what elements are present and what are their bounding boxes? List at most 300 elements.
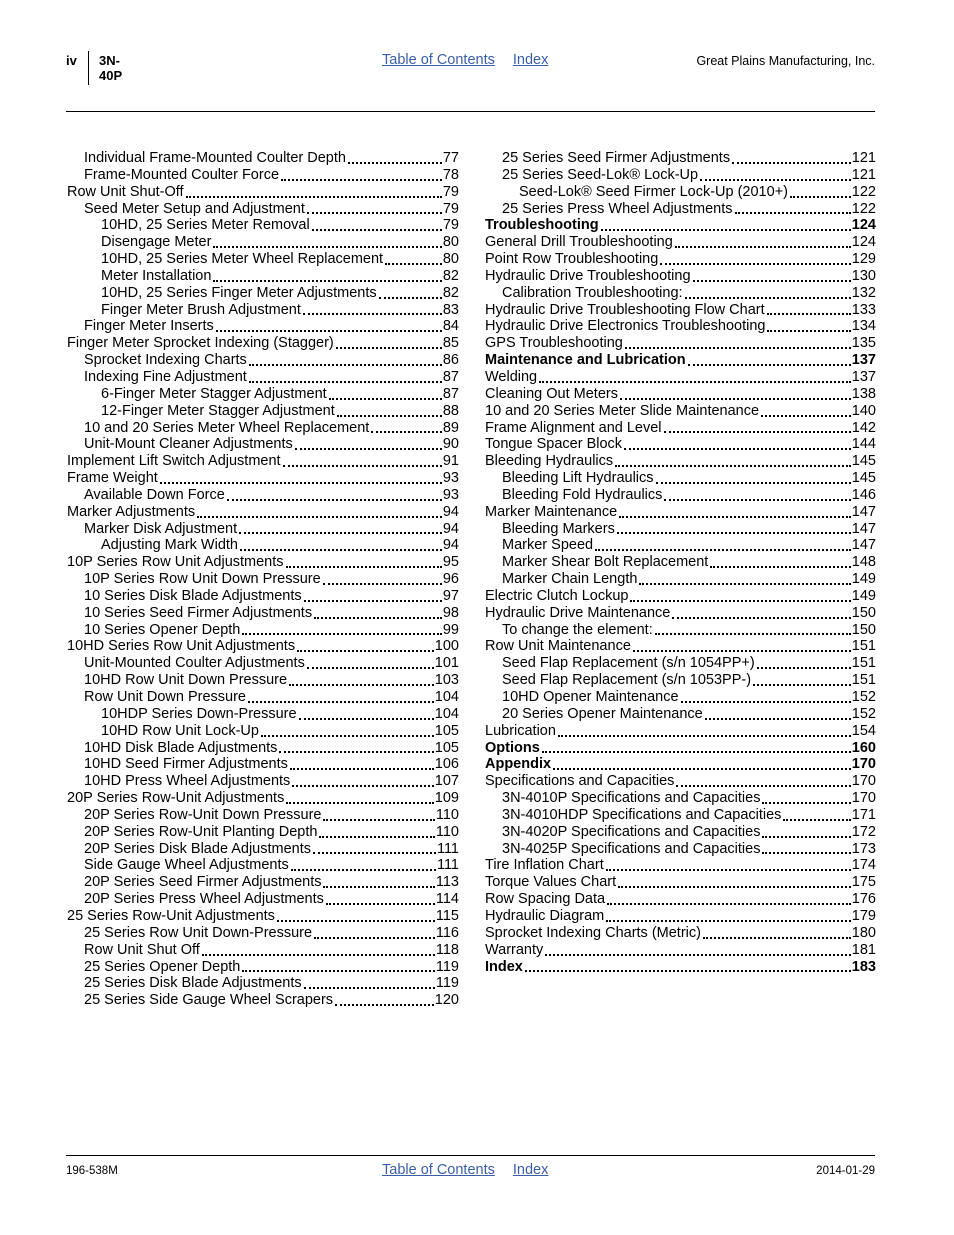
toc-entry-page: 122 bbox=[851, 200, 876, 217]
toc-entry-leader bbox=[595, 549, 851, 551]
toc-entry-page: 129 bbox=[851, 251, 876, 268]
toc-entry-title: Options bbox=[485, 739, 540, 756]
toc-entry-leader bbox=[348, 162, 442, 164]
toc-entry-leader bbox=[326, 903, 435, 905]
toc-entry[interactable] bbox=[67, 942, 459, 959]
toc-entry-page: 79 bbox=[442, 217, 459, 234]
toc-entry-leader bbox=[705, 718, 851, 720]
toc-entry-title: Warranty bbox=[485, 941, 544, 958]
toc-entry-page: 147 bbox=[851, 520, 876, 537]
toc-entry[interactable] bbox=[485, 655, 876, 672]
footer-toc-link[interactable]: Table of Contents bbox=[382, 1162, 495, 1178]
toc-entry-title: 10HD Disk Blade Adjustments bbox=[84, 739, 278, 756]
toc-entry[interactable] bbox=[67, 184, 459, 201]
toc-entry-leader bbox=[664, 431, 851, 433]
toc-entry-page: 110 bbox=[435, 823, 459, 840]
toc-entry-title: Seed Flap Replacement (s/n 1054PP+) bbox=[502, 655, 755, 672]
toc-entry-leader bbox=[283, 465, 442, 467]
toc-entry-leader bbox=[319, 836, 434, 838]
toc-entry-page: 83 bbox=[442, 301, 459, 318]
toc-entry-title: Implement Lift Switch Adjustment bbox=[67, 453, 281, 470]
toc-entry-title: Welding bbox=[485, 368, 538, 385]
toc-entry-title: Indexing Fine Adjustment bbox=[84, 368, 247, 385]
toc-entry-leader bbox=[213, 246, 441, 248]
toc-entry[interactable] bbox=[485, 874, 876, 891]
toc-entry[interactable] bbox=[485, 908, 876, 925]
toc-entry-title: 10P Series Row Unit Adjustments bbox=[67, 554, 284, 571]
toc-entry-page: 170 bbox=[851, 773, 876, 790]
toc-entry-title: Sprocket Indexing Charts (Metric) bbox=[485, 924, 701, 941]
toc-entry[interactable] bbox=[67, 217, 459, 234]
toc-entry[interactable] bbox=[67, 201, 459, 218]
toc-entry-leader bbox=[607, 903, 851, 905]
toc-entry[interactable] bbox=[67, 150, 459, 167]
toc-entry-title: 10P Series Row Unit Down Pressure bbox=[84, 571, 321, 588]
header-divider bbox=[88, 51, 89, 85]
toc-entry-leader bbox=[242, 970, 435, 972]
toc-entry-page: 90 bbox=[442, 436, 459, 453]
toc-entry-title: Frame-Mounted Coulter Force bbox=[84, 166, 280, 183]
toc-entry[interactable] bbox=[485, 622, 876, 639]
toc-entry[interactable] bbox=[485, 521, 876, 538]
toc-entry-leader bbox=[297, 650, 434, 652]
toc-entry-leader bbox=[688, 364, 851, 366]
toc-entry[interactable] bbox=[67, 352, 459, 369]
toc-entry[interactable] bbox=[485, 217, 876, 234]
toc-entry-leader bbox=[323, 819, 434, 821]
toc-entry-title: Hydraulic Drive Troubleshooting Flow Chart bbox=[485, 301, 765, 318]
toc-entry-title: Point Row Troubleshooting bbox=[485, 251, 659, 268]
toc-entry-title: Finger Meter Inserts bbox=[84, 318, 214, 335]
toc-entry-page: 146 bbox=[851, 486, 876, 503]
toc-entry[interactable] bbox=[67, 790, 459, 807]
toc-entry-page: 152 bbox=[851, 689, 876, 705]
toc-entry-leader bbox=[202, 954, 435, 956]
toc-entry[interactable] bbox=[485, 706, 876, 723]
toc-entry-page: 124 bbox=[851, 234, 876, 251]
toc-entry-title: 25 Series Seed Firmer Adjustments bbox=[502, 150, 731, 166]
toc-entry-page: 175 bbox=[851, 874, 876, 891]
toc-entry[interactable] bbox=[485, 689, 876, 706]
toc-entry[interactable] bbox=[67, 655, 459, 672]
toc-entry-page: 142 bbox=[851, 419, 876, 436]
toc-entry[interactable] bbox=[67, 318, 459, 335]
toc-entry-leader bbox=[618, 886, 851, 888]
toc-entry[interactable] bbox=[485, 925, 876, 942]
toc-entry[interactable] bbox=[67, 959, 459, 976]
toc-entry-title: Maintenance and Lubrication bbox=[485, 352, 686, 369]
toc-entry-title: 20P Series Disk Blade Adjustments bbox=[84, 840, 312, 857]
toc-entry-leader bbox=[656, 482, 851, 484]
toc-entry-page: 115 bbox=[435, 907, 459, 924]
toc-entry-leader bbox=[767, 330, 850, 332]
toc-entry[interactable] bbox=[67, 841, 459, 858]
toc-entry[interactable] bbox=[67, 504, 459, 521]
model-name: 3N-40P bbox=[99, 53, 123, 83]
toc-entry[interactable] bbox=[485, 436, 876, 453]
toc-entry-title: 3N-4010P Specifications and Capacities bbox=[502, 790, 761, 807]
toc-entry[interactable] bbox=[67, 251, 459, 268]
toc-entry-leader bbox=[277, 920, 435, 922]
toc-entry[interactable] bbox=[67, 925, 459, 942]
toc-entry-page: 154 bbox=[851, 722, 876, 739]
toc-entry[interactable] bbox=[485, 403, 876, 420]
toc-entry-title: 25 Series Row-Unit Adjustments bbox=[67, 907, 275, 924]
toc-entry-title: Disengage Meter bbox=[101, 234, 212, 251]
company-name: Great Plains Manufacturing, Inc. bbox=[696, 54, 875, 68]
toc-entry-title: 10HD Seed Firmer Adjustments bbox=[84, 756, 288, 773]
toc-entry-leader bbox=[336, 347, 442, 349]
page-number: iv bbox=[66, 53, 77, 68]
toc-entry-page: 116 bbox=[435, 924, 459, 941]
toc-entry[interactable] bbox=[67, 874, 459, 891]
toc-entry-title: Marker Maintenance bbox=[485, 503, 618, 520]
toc-entry[interactable] bbox=[485, 740, 876, 757]
toc-entry-title: Electric Clutch Lockup bbox=[485, 587, 629, 604]
toc-entry-page: 119 bbox=[435, 975, 459, 992]
toc-entry[interactable] bbox=[485, 672, 876, 689]
toc-entry[interactable] bbox=[485, 352, 876, 369]
toc-entry-page: 172 bbox=[851, 823, 876, 840]
toc-entry-leader bbox=[767, 313, 851, 315]
toc-entry[interactable] bbox=[485, 470, 876, 487]
toc-entry-leader bbox=[307, 212, 442, 214]
toc-entry[interactable] bbox=[485, 790, 876, 807]
toc-entry[interactable] bbox=[485, 824, 876, 841]
toc-entry[interactable] bbox=[485, 959, 876, 976]
toc-entry[interactable] bbox=[485, 588, 876, 605]
toc-entry-title: Specifications and Capacities bbox=[485, 773, 675, 790]
toc-entry-page: 93 bbox=[442, 470, 459, 487]
toc-entry-title: Tongue Spacer Block bbox=[485, 436, 623, 453]
toc-entry-title: Unit-Mounted Coulter Adjustments bbox=[84, 655, 305, 672]
toc-entry-page: 118 bbox=[435, 941, 459, 958]
toc-entry[interactable] bbox=[485, 453, 876, 470]
toc-entry-title: 10 Series Opener Depth bbox=[84, 621, 241, 638]
toc-entry-leader bbox=[307, 667, 434, 669]
toc-entry-page: 150 bbox=[851, 621, 876, 638]
toc-entry[interactable] bbox=[485, 891, 876, 908]
toc-entry-page: 150 bbox=[851, 604, 876, 621]
toc-entry[interactable] bbox=[67, 622, 459, 639]
toc-entry-title: Row Unit Shut Off bbox=[84, 941, 200, 958]
toc-entry-page: 103 bbox=[434, 672, 459, 689]
toc-entry-page: 101 bbox=[434, 655, 459, 672]
toc-entry-title: Hydraulic Drive Electronics Troubleshooting bbox=[485, 318, 766, 335]
toc-entry[interactable] bbox=[67, 706, 459, 723]
toc-entry[interactable] bbox=[67, 453, 459, 470]
toc-entry-page: 104 bbox=[434, 705, 459, 722]
toc-entry[interactable] bbox=[485, 318, 876, 335]
toc-entry-leader bbox=[216, 330, 442, 332]
toc-entry[interactable] bbox=[485, 369, 876, 386]
toc-entry-title: Cleaning Out Meters bbox=[485, 385, 618, 402]
toc-entry[interactable] bbox=[67, 588, 459, 605]
toc-entry-leader bbox=[675, 246, 851, 248]
toc-entry[interactable] bbox=[67, 857, 459, 874]
toc-entry-leader bbox=[619, 516, 851, 518]
toc-entry-page: 109 bbox=[434, 790, 459, 807]
toc-entry[interactable] bbox=[67, 554, 459, 571]
toc-entry[interactable] bbox=[485, 420, 876, 437]
toc-entry-title: Lubrication bbox=[485, 722, 556, 739]
toc-entry-leader bbox=[553, 768, 851, 770]
toc-entry[interactable] bbox=[67, 436, 459, 453]
toc-entry[interactable] bbox=[67, 992, 459, 1009]
toc-entry[interactable] bbox=[67, 756, 459, 773]
toc-entry-leader bbox=[735, 212, 851, 214]
toc-entry[interactable] bbox=[485, 942, 876, 959]
toc-entry[interactable] bbox=[485, 285, 876, 302]
toc-entry-page: 134 bbox=[851, 318, 876, 335]
toc-entry[interactable] bbox=[67, 975, 459, 992]
toc-entry[interactable] bbox=[67, 571, 459, 588]
toc-entry-page: 124 bbox=[851, 217, 876, 234]
toc-entry-page: 151 bbox=[851, 672, 876, 689]
toc-entry[interactable] bbox=[485, 167, 876, 184]
toc-entry[interactable] bbox=[485, 773, 876, 790]
toc-entry-page: 79 bbox=[442, 200, 459, 217]
toc-entry[interactable] bbox=[485, 504, 876, 521]
toc-entry-leader bbox=[385, 263, 442, 265]
toc-entry[interactable] bbox=[485, 807, 876, 824]
toc-entry-page: 82 bbox=[442, 284, 459, 301]
toc-entry-page: 149 bbox=[851, 587, 876, 604]
toc-entry-leader bbox=[606, 869, 851, 871]
toc-entry-leader bbox=[620, 398, 851, 400]
toc-entry-leader bbox=[291, 869, 436, 871]
toc-entry-title: Finger Meter Brush Adjustment bbox=[101, 301, 301, 318]
toc-entry-page: 80 bbox=[442, 251, 459, 268]
toc-entry-title: Frame Weight bbox=[67, 470, 158, 487]
toc-entry[interactable] bbox=[485, 150, 876, 167]
toc-entry[interactable] bbox=[485, 756, 876, 773]
toc-entry-page: 97 bbox=[442, 587, 459, 604]
toc-entry-title: 6-Finger Meter Stagger Adjustment bbox=[101, 385, 327, 402]
toc-entry-title: Meter Installation bbox=[101, 267, 212, 284]
toc-entry-page: 180 bbox=[851, 924, 876, 941]
toc-entry[interactable] bbox=[67, 773, 459, 790]
toc-entry[interactable] bbox=[485, 184, 876, 201]
toc-entry[interactable] bbox=[485, 723, 876, 740]
toc-entry-title: 20 Series Opener Maintenance bbox=[502, 705, 703, 722]
toc-entry[interactable] bbox=[485, 268, 876, 285]
toc-entry-leader bbox=[664, 499, 850, 501]
toc-entry-title: Torque Values Chart bbox=[485, 874, 617, 891]
toc-entry-title: 10 and 20 Series Meter Slide Maintenance bbox=[485, 402, 760, 419]
toc-entry-leader bbox=[639, 583, 850, 585]
toc-entry-title: 10 Series Seed Firmer Adjustments bbox=[84, 604, 313, 621]
toc-entry-title: 10HDP Series Down-Pressure bbox=[101, 705, 297, 722]
toc-entry-title: 3N-4025P Specifications and Capacities bbox=[502, 840, 761, 857]
toc-entry-leader bbox=[676, 785, 850, 787]
toc-entry-leader bbox=[660, 263, 850, 265]
toc-entry-title: Adjusting Mark Width bbox=[101, 537, 238, 554]
toc-entry-leader bbox=[601, 229, 851, 231]
toc-entry[interactable] bbox=[67, 824, 459, 841]
toc-entry-leader bbox=[762, 836, 850, 838]
header-nav bbox=[382, 52, 562, 68]
toc-entry-title: Individual Frame-Mounted Coulter Depth bbox=[84, 150, 346, 166]
toc-entry-title: 10HD Press Wheel Adjustments bbox=[84, 773, 291, 790]
toc-entry-page: 95 bbox=[442, 554, 459, 571]
toc-entry[interactable] bbox=[485, 251, 876, 268]
toc-entry-leader bbox=[248, 701, 434, 703]
toc-entry[interactable] bbox=[67, 487, 459, 504]
toc-entry[interactable] bbox=[485, 571, 876, 588]
toc-entry-leader bbox=[249, 364, 442, 366]
toc-entry-leader bbox=[672, 617, 850, 619]
document-date: 2014-01-29 bbox=[816, 1165, 875, 1177]
toc-entry-leader bbox=[313, 852, 436, 854]
toc-entry[interactable] bbox=[67, 740, 459, 757]
toc-entry-title: Unit-Mount Cleaner Adjustments bbox=[84, 436, 293, 453]
toc-entry[interactable] bbox=[485, 537, 876, 554]
toc-entry[interactable] bbox=[67, 420, 459, 437]
toc-entry[interactable] bbox=[67, 302, 459, 319]
toc-entry-title: 10 and 20 Series Meter Wheel Replacement bbox=[84, 419, 370, 436]
toc-entry-page: 99 bbox=[442, 621, 459, 638]
toc-entry[interactable] bbox=[67, 234, 459, 251]
toc-entry[interactable] bbox=[485, 841, 876, 858]
toc-entry-page: 135 bbox=[851, 335, 876, 352]
toc-entry[interactable] bbox=[67, 285, 459, 302]
toc-entry[interactable] bbox=[67, 891, 459, 908]
toc-entry-leader bbox=[539, 381, 851, 383]
toc-entry-title: 20P Series Row-Unit Adjustments bbox=[67, 790, 285, 807]
toc-entry-leader bbox=[525, 970, 851, 972]
toc-entry-leader bbox=[286, 802, 433, 804]
toc-entry-leader bbox=[303, 313, 442, 315]
toc-entry-title: 25 Series Seed-Lok® Lock-Up bbox=[502, 166, 699, 183]
toc-entry[interactable] bbox=[67, 369, 459, 386]
header-index-link[interactable]: Index bbox=[512, 52, 549, 68]
toc-entry-title: Seed-Lok® Seed Firmer Lock-Up (2010+) bbox=[519, 183, 788, 200]
toc-entry-page: 151 bbox=[851, 638, 876, 655]
toc-entry-leader bbox=[371, 431, 442, 433]
header-rule bbox=[66, 111, 875, 112]
toc-entry-page: 84 bbox=[442, 318, 459, 335]
toc-entry[interactable] bbox=[67, 268, 459, 285]
toc-entry-page: 183 bbox=[851, 958, 876, 975]
toc-entry-title: Marker Shear Bolt Replacement bbox=[502, 554, 709, 571]
toc-entry-leader bbox=[213, 280, 441, 282]
toc-entry-title: Bleeding Fold Hydraulics bbox=[502, 486, 663, 503]
toc-entry-title: Row Unit Maintenance bbox=[485, 638, 631, 655]
toc-entry-title: 25 Series Row Unit Down-Pressure bbox=[84, 924, 313, 941]
toc-entry[interactable] bbox=[67, 723, 459, 740]
toc-entry[interactable] bbox=[67, 537, 459, 554]
toc-entry-page: 173 bbox=[851, 840, 876, 857]
toc-entry[interactable] bbox=[485, 201, 876, 218]
toc-entry-leader bbox=[314, 937, 435, 939]
toc-entry[interactable] bbox=[485, 302, 876, 319]
toc-entry-page: 119 bbox=[435, 958, 459, 975]
toc-entry[interactable] bbox=[67, 908, 459, 925]
toc-entry-title: Available Down Force bbox=[84, 486, 225, 503]
toc-entry-leader bbox=[625, 347, 851, 349]
toc-entry[interactable] bbox=[485, 234, 876, 251]
toc-entry[interactable] bbox=[485, 857, 876, 874]
toc-entry-title: Troubleshooting bbox=[485, 217, 599, 234]
toc-entry-title: Hydraulic Drive Maintenance bbox=[485, 604, 671, 621]
toc-entry[interactable] bbox=[485, 605, 876, 622]
toc-entry[interactable] bbox=[67, 605, 459, 622]
toc-entry-title: 10HD Row Unit Down Pressure bbox=[84, 672, 288, 689]
toc-entry-title: 10HD, 25 Series Meter Wheel Replacement bbox=[101, 251, 384, 268]
toc-entry-title: General Drill Troubleshooting bbox=[485, 234, 673, 251]
toc-entry-page: 130 bbox=[851, 267, 876, 284]
footer-index-link[interactable]: Index bbox=[512, 1162, 549, 1178]
toc-entry-leader bbox=[289, 684, 434, 686]
toc-entry-page: 120 bbox=[434, 992, 459, 1009]
toc-entry[interactable] bbox=[485, 554, 876, 571]
toc-entry[interactable] bbox=[67, 335, 459, 352]
toc-entry-title: Marker Chain Length bbox=[502, 571, 638, 588]
toc-entry-page: 106 bbox=[434, 756, 459, 773]
toc-entry-page: 79 bbox=[442, 183, 459, 200]
toc-entry[interactable] bbox=[67, 403, 459, 420]
toc-entry-title: 12-Finger Meter Stagger Adjustment bbox=[101, 402, 335, 419]
toc-entry[interactable] bbox=[67, 672, 459, 689]
toc-entry[interactable] bbox=[67, 521, 459, 538]
toc-entry-page: 96 bbox=[442, 571, 459, 588]
toc-entry-page: 82 bbox=[442, 267, 459, 284]
toc-entry-title: 3N-4020P Specifications and Capacities bbox=[502, 823, 761, 840]
toc-entry[interactable] bbox=[485, 487, 876, 504]
toc-entry-leader bbox=[703, 937, 851, 939]
toc-entry-title: Marker Disk Adjustment bbox=[84, 520, 238, 537]
toc-entry-page: 147 bbox=[851, 503, 876, 520]
toc-entry[interactable] bbox=[67, 689, 459, 706]
toc-entry-leader bbox=[633, 650, 851, 652]
toc-entry-leader bbox=[299, 718, 434, 720]
toc-entry-page: 86 bbox=[442, 352, 459, 369]
toc-entry[interactable] bbox=[67, 470, 459, 487]
toc-entry-leader bbox=[545, 954, 851, 956]
toc-entry[interactable] bbox=[485, 638, 876, 655]
toc-entry-title: 10HD Series Row Unit Adjustments bbox=[67, 638, 296, 655]
toc-entry-title: Frame Alignment and Level bbox=[485, 419, 662, 436]
header-toc-link[interactable]: Table of Contents bbox=[382, 52, 495, 68]
toc-entry-title: 20P Series Row-Unit Down Pressure bbox=[84, 806, 322, 823]
toc-entry-page: 160 bbox=[851, 739, 876, 756]
toc-entry[interactable] bbox=[485, 335, 876, 352]
toc-entry-title: Tire Inflation Chart bbox=[485, 857, 604, 874]
toc-entry-leader bbox=[757, 667, 851, 669]
toc-entry[interactable] bbox=[67, 386, 459, 403]
toc-entry[interactable] bbox=[67, 638, 459, 655]
toc-entry-page: 91 bbox=[442, 453, 459, 470]
toc-entry-leader bbox=[314, 617, 442, 619]
toc-entry[interactable] bbox=[67, 807, 459, 824]
toc-entry-leader bbox=[710, 566, 850, 568]
toc-entry[interactable] bbox=[67, 167, 459, 184]
toc-entry-leader bbox=[227, 499, 442, 501]
toc-entry-page: 93 bbox=[442, 486, 459, 503]
toc-entry-page: 174 bbox=[851, 857, 876, 874]
toc-entry-page: 148 bbox=[851, 554, 876, 571]
toc-entry-page: 87 bbox=[442, 368, 459, 385]
toc-entry-title: 25 Series Side Gauge Wheel Scrapers bbox=[84, 992, 334, 1009]
toc-entry-leader bbox=[281, 179, 442, 181]
toc-entry-leader bbox=[249, 381, 442, 383]
toc-entry-leader bbox=[197, 516, 442, 518]
toc-entry-page: 145 bbox=[851, 453, 876, 470]
toc-entry[interactable] bbox=[485, 386, 876, 403]
toc-entry-page: 144 bbox=[851, 436, 876, 453]
toc-entry-title: Bleeding Markers bbox=[502, 520, 615, 537]
